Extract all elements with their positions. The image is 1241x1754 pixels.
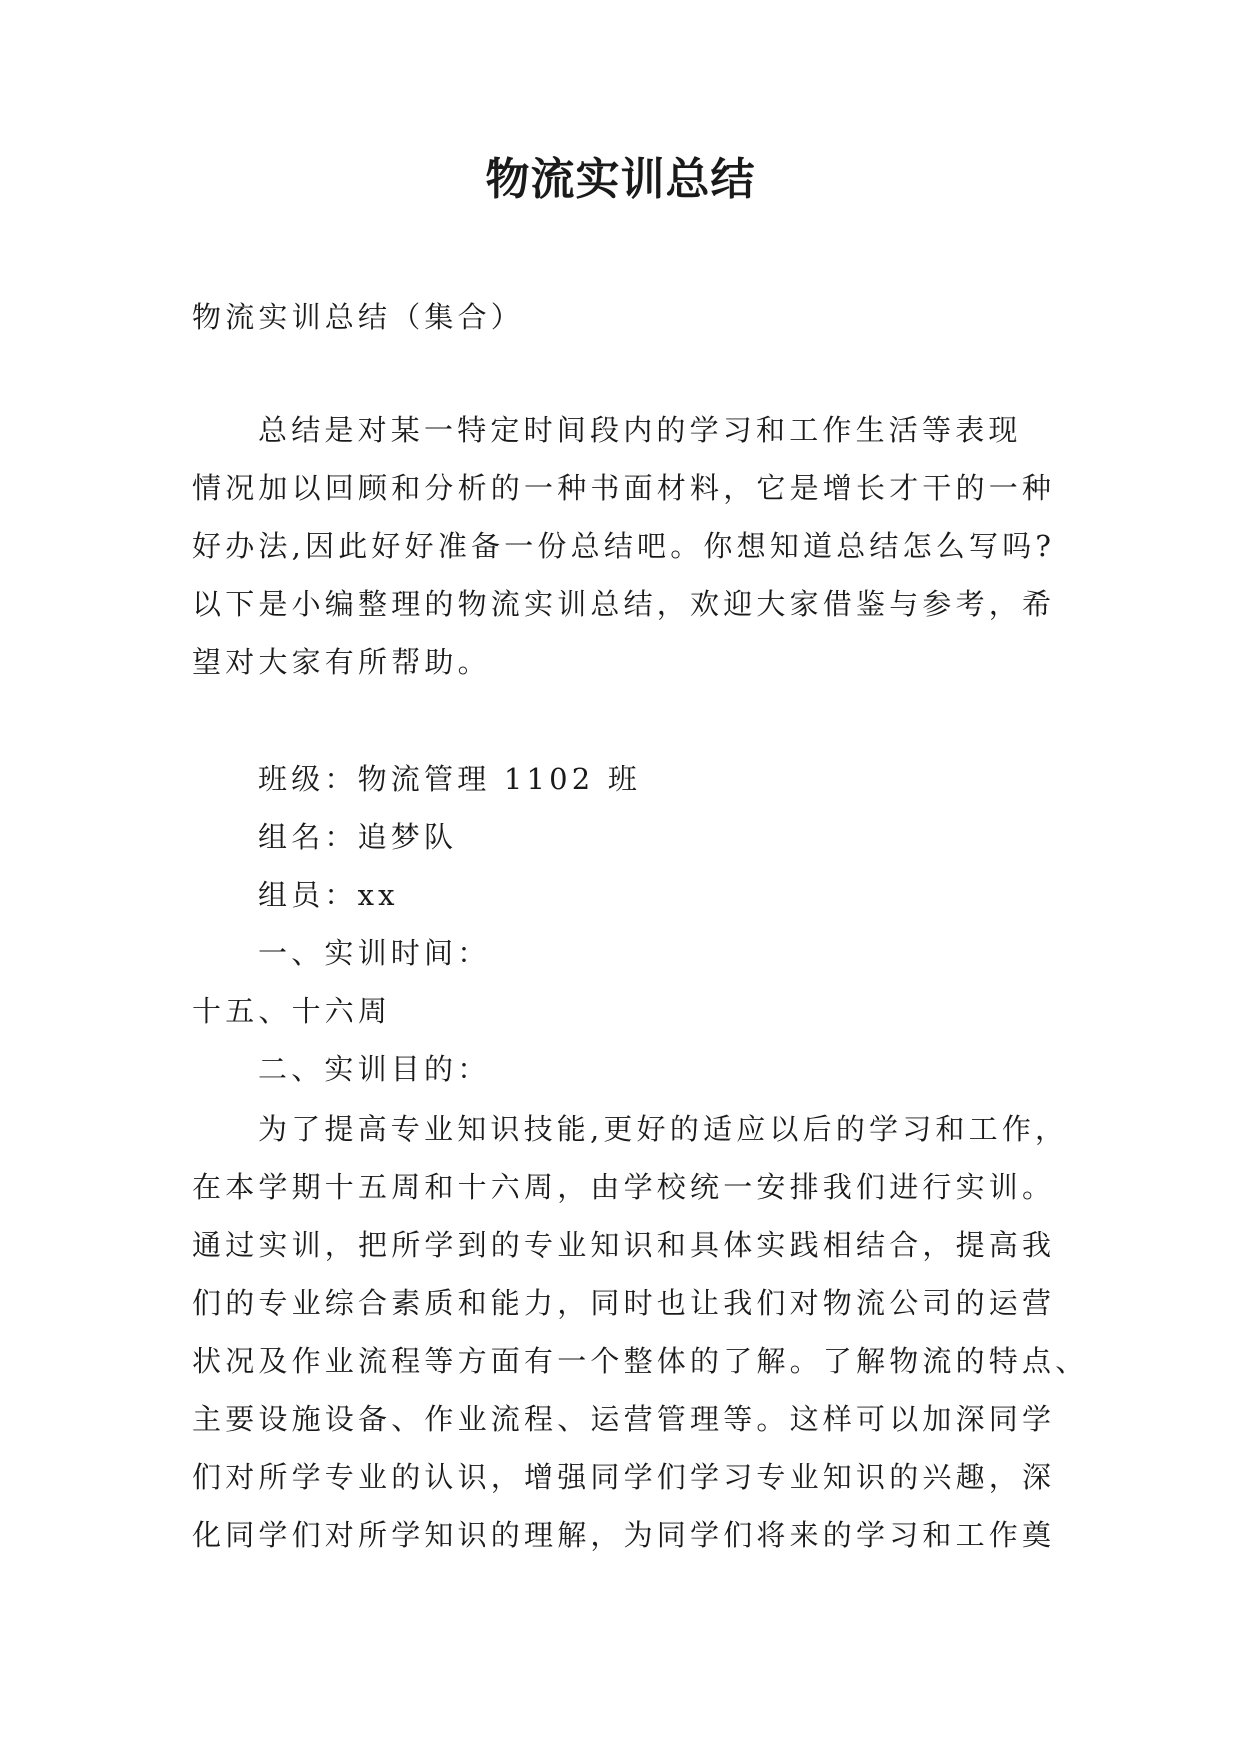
info-section xyxy=(192,750,1072,1098)
purpose-line: 化同学们对所学知识的理解，为同学们将来的学习和工作奠 xyxy=(192,1518,1056,1552)
document-title: 物流实训总结 xyxy=(485,154,756,205)
class-line: 班级：物流管理 1102 班 xyxy=(258,762,642,796)
group-name-line: 组名：追梦队 xyxy=(258,820,458,854)
purpose-line: 为了提高专业知识技能,更好的适应以后的学习和工作， xyxy=(258,1112,1069,1146)
section-heading-purpose: 二、实训目的： xyxy=(258,1052,491,1086)
purpose-line: 们的专业综合素质和能力，同时也让我们对物流公司的运营 xyxy=(192,1286,1056,1320)
section-heading-time: 一、实训时间： xyxy=(258,936,491,970)
purpose-line: 通过实训，把所学到的专业知识和具体实践相结合，提高我 xyxy=(192,1228,1056,1262)
purpose-line: 主要设施设备、作业流程、运营管理等。这样可以加深同学 xyxy=(192,1402,1056,1436)
purpose-line: 在本学期十五周和十六周，由学校统一安排我们进行实训。 xyxy=(192,1170,1056,1204)
group-members-line: 组员：xx xyxy=(258,878,399,912)
purpose-line: 们对所学专业的认识，增强同学们学习专业知识的兴趣，深 xyxy=(192,1460,1056,1494)
intro-line: 好办法,因此好好准备一份总结吧。你想知道总结怎么写吗? xyxy=(192,529,1056,563)
training-time-value: 十五、十六周 xyxy=(192,994,392,1028)
intro-line: 望对大家有所帮助。 xyxy=(192,645,491,679)
purpose-paragraph xyxy=(192,1100,1089,1564)
document-subtitle: 物流实训总结（集合） xyxy=(192,300,525,334)
intro-line: 以下是小编整理的物流实训总结，欢迎大家借鉴与参考，希 xyxy=(192,587,1056,621)
intro-line: 情况加以回顾和分析的一种书面材料，它是增长才干的一种 xyxy=(192,471,1056,505)
intro-line: 总结是对某一特定时间段内的学习和工作生活等表现 xyxy=(258,413,1022,447)
intro-paragraph xyxy=(192,401,1072,691)
purpose-line: 状况及作业流程等方面有一个整体的了解。了解物流的特点、 xyxy=(192,1344,1089,1378)
